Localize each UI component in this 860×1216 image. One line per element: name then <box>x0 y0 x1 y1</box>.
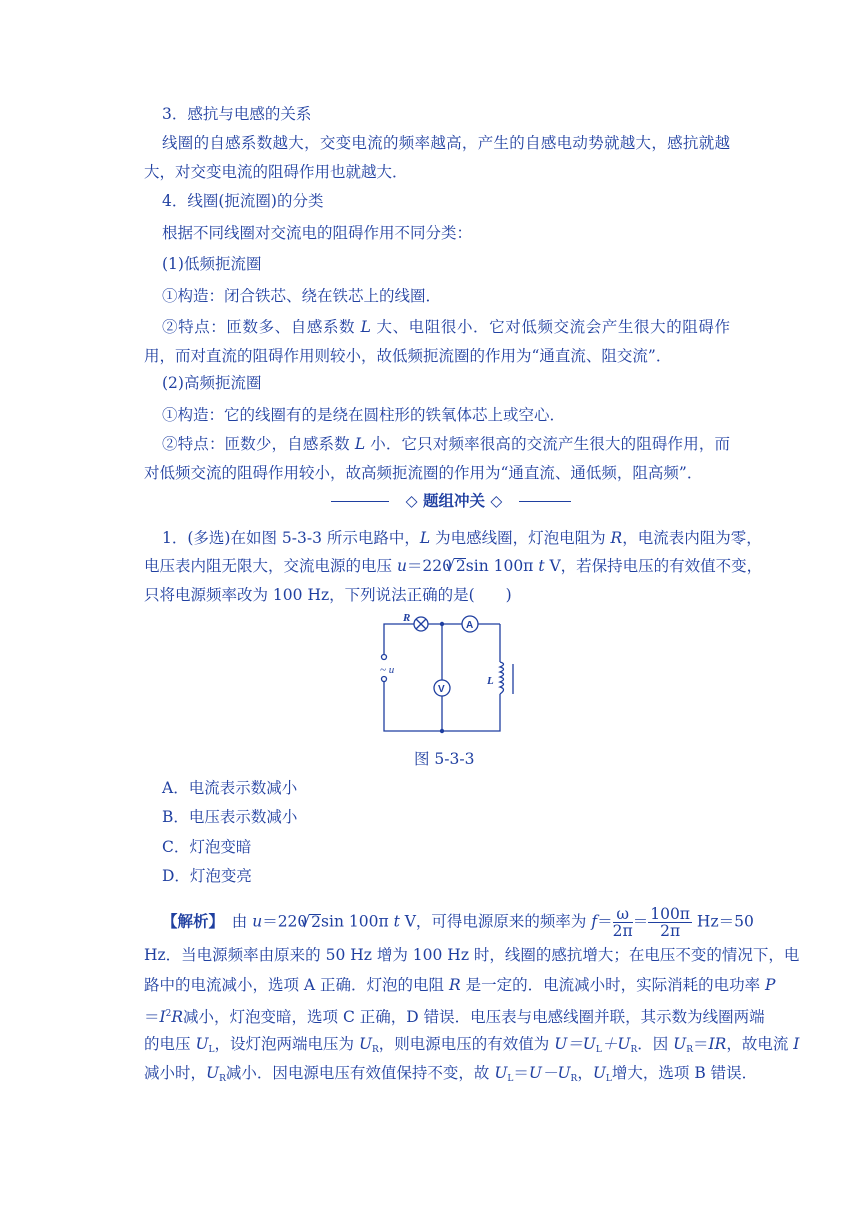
heading-3: 3．感抗与电感的关系 <box>162 105 312 123</box>
question-line-3: 只将电源频率改为 100 Hz，下列说法正确的是( ) <box>144 586 512 604</box>
question-line-2: 电压表内阻无限大，交流电源的电压 u＝220√ 2sin 100π t V，若保持电压的有效值不变， <box>144 556 762 576</box>
heading-4: 4．线圈(扼流圈)的分类 <box>162 192 324 210</box>
high-freq-structure: ①构造：它的线圈有的是绕在圆柱形的铁氧体芯上或空心． <box>162 406 566 424</box>
divider-rule-right <box>519 501 571 502</box>
figure-caption: 图 5-3-3 <box>414 750 475 768</box>
symbol-L: L <box>354 435 366 453</box>
low-feature-a: ②特点：匝数多、自感系数 <box>162 318 361 336</box>
divider-label: ◇ 题组冲关 ◇ <box>405 491 503 510</box>
option-a: A．电流表示数减小 <box>162 779 298 797</box>
analysis-line-6: 减小时，$U_R$减小．因电源电压有效值保持不变，故 $U_L=U-U_R$，$U_L$增大，选项 B 错误． <box>144 1064 758 1084</box>
analysis-line-2: Hz．当电源频率由原来的 50 Hz 增为 100 Hz 时，线圈的感抗增大；在电压不变的情况下，电 <box>144 946 800 964</box>
high-freq-title: (2)高频扼流圈 <box>162 374 262 392</box>
analysis-tag: 【解析】 <box>162 911 217 931</box>
analysis-line-3: 路中的电流减小，选项 A 正确．灯泡的电阻 R 是一定的．电流减小时，实际消耗的电功率 P <box>144 976 776 994</box>
low-feature-b: 大、电阻很小．它对低频交流会产生很大的阻碍作用，而对直流的阻碍作用则较小，故低频扼流圈的作用为“通直流、阻交流”． <box>144 318 730 365</box>
question-line-1: 1．(多选)在如图 5-3-3 所示电路中，L 为电感线圈，灯泡电阻为 R，电流表内阻为零， <box>162 529 762 547</box>
low-freq-title: (1)低频扼流圈 <box>162 255 262 273</box>
inductor-coil-icon <box>500 662 504 694</box>
analysis-line-4: $=I^2R$减小，灯泡变暗，选项 C 正确，D 错误．电压表与电感线圈并联，其示数为线圈两端 <box>144 1008 765 1027</box>
label-V: V <box>438 684 445 695</box>
option-c: C．灯泡变暗 <box>162 838 252 856</box>
analysis-line-1: 【解析】 由 u＝220√ 2sin 100π t V，可得电源原来的频率为 f＝ $\frac{\omega}{2\pi}$ ＝ $\frac{100\pi}{2\pi}$ Hz＝50 <box>162 906 754 939</box>
option-b: B．电压表示数减小 <box>162 808 298 826</box>
label-L: L <box>487 675 494 687</box>
terminal-icon <box>382 655 387 660</box>
label-u: ~ u <box>380 664 395 676</box>
divider-rule-left <box>331 501 389 502</box>
sqrt-symbol: √ 2 <box>309 914 321 929</box>
high-feature-a: ②特点：匝数少，自感系数 <box>162 435 355 453</box>
low-freq-feature <box>144 313 730 371</box>
option-d: D．灯泡变亮 <box>162 867 252 885</box>
circuit-diagram <box>372 612 532 737</box>
wire <box>384 624 414 654</box>
high-freq-feature <box>144 430 730 488</box>
label-R: R <box>403 612 411 624</box>
terminal-icon <box>382 677 387 682</box>
fraction-100pi: $\frac{100\pi}{2\pi}$ <box>650 905 690 940</box>
low-freq-structure: ①构造：闭合铁芯、绕在铁芯上的线圈． <box>162 287 442 305</box>
paragraph-4: 根据不同线圈对交流电的阻碍作用不同分类： <box>162 224 473 242</box>
junction-dot <box>440 622 444 626</box>
section-divider <box>331 491 571 511</box>
sqrt-symbol: √ 2 <box>454 558 466 573</box>
analysis-line-5: 的电压 $U_L$，设灯泡两端电压为 $U_R$，则电源电压的有效值为 $U=U_L+U_R$．因 $U_R=IR$，故电流 I <box>144 1035 800 1055</box>
paragraph-3: 线圈的自感系数越大，交变电流的频率越高，产生的自感电动势就越大，感抗就越大，对交变电流的阻碍作用也就越大． <box>144 134 730 181</box>
high-feature-b: 小．它只对频率很高的交流产生很大的阻碍作用，而对低频交流的阻碍作用较小，故高频扼流圈的作用为“通直流、通低频，阻高频”． <box>144 435 730 482</box>
symbol-L: L <box>360 318 371 336</box>
junction-dot <box>440 729 444 733</box>
fraction-omega: $\frac{\omega}{2\pi}$ <box>612 905 633 940</box>
label-A: A <box>466 620 474 631</box>
